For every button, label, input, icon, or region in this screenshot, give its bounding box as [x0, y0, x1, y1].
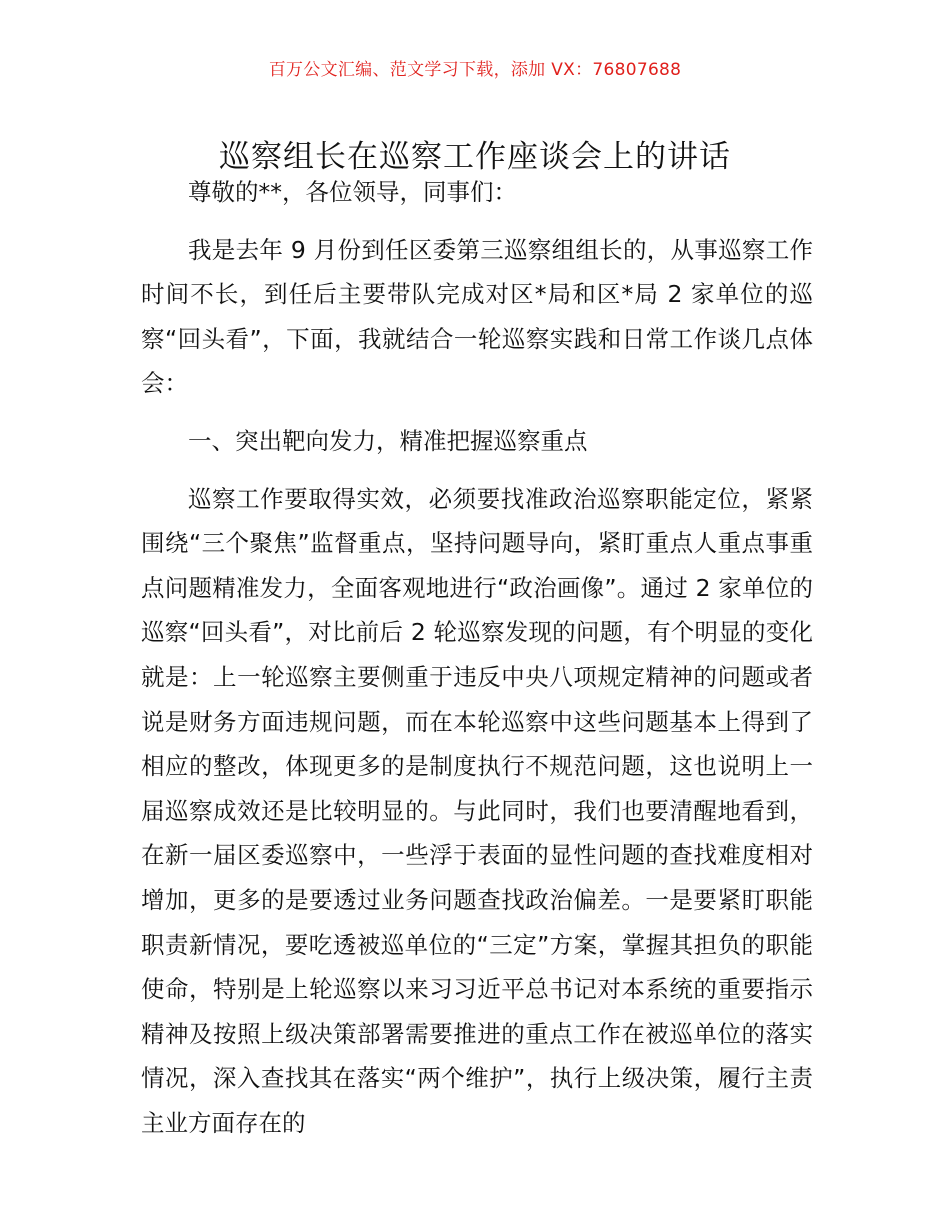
document-body: [141, 170, 813, 1145]
body-paragraph-1: 巡察工作要取得实效，必须要找准政治巡察职能定位，紧紧围绕“三个聚焦”监督重点，坚持问题导向，紧盯重点人重点事重点问题精准发力，全面客观地进行“政治画像”。通过 2 家单位的巡察“回头看”，对比前后 2 轮巡察发现的问题，有个明显的变化就是：上一轮巡察主要侧重于违反中央八项规定精神的问题或者说是财务方面违规问题，而在本轮巡察中这些问题基本上得到了相应的整改，体现更多的是制度执行不规范问题，这也说明上一届巡察成效还是比较明显的。与此同时，我们也要清醒地看到，在新一届区委巡察中，一些浮于表面的显性问题的查找难度相对增加，更多的是要透过业务问题查找政治偏差。一是要紧盯职能职责新情况，要吃透被巡单位的“三定”方案，掌握其担负的职能使命，特别是上轮巡察以来习习近平总书记对本系统的重要指示精神及按照上级决策部署需要推进的重点工作在被巡单位的落实情况，深入查找其在落实“两个维护”，执行上级决策，履行主责主业方面存在的: [141, 484, 813, 1137]
section-heading-1: 一、突出靶向发力，精准把握巡察重点: [188, 426, 588, 455]
salutation-paragraph: 尊敬的**，各位领导，同事们：: [188, 178, 517, 206]
document-title: 巡察组长在巡察工作座谈会上的讲话: [219, 138, 731, 175]
intro-paragraph: 我是去年 9 月份到任区委第三巡察组组长的，从事巡察工作时间不长，到任后主要带队完成对区*局和区*局 2 家单位的巡察“回头看”，下面，我就结合一轮巡察实践和日常工作谈几点体会：: [141, 235, 813, 398]
watermark-banner: 百万公文汇编、范文学习下载，添加 VX：76807688: [268, 60, 682, 80]
